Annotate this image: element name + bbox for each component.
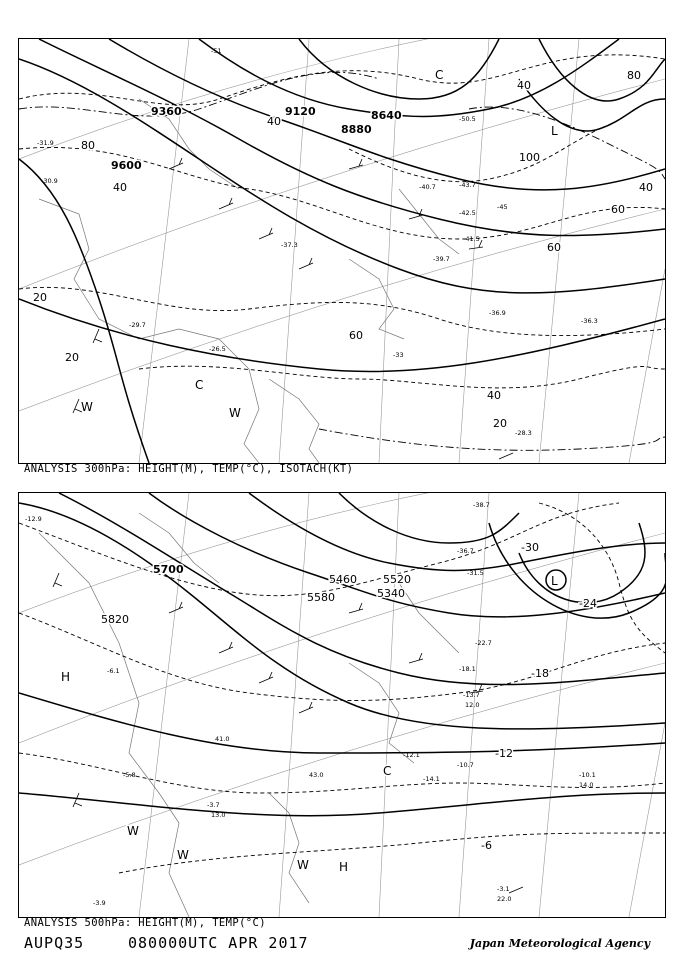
agency-name: Japan Meteorological Agency: [469, 937, 650, 950]
temp-label: -24: [579, 597, 597, 610]
product-code: AUPQ35: [24, 934, 85, 952]
station-value: -30.9: [41, 177, 58, 185]
isotach-label: 60: [547, 241, 561, 254]
height-label: 8880: [341, 123, 372, 136]
isotach-label: 80: [81, 139, 95, 152]
isotach-label: 80: [627, 69, 641, 82]
station-value: -28.3: [515, 429, 532, 437]
station-value: -3.7: [207, 801, 220, 809]
warm-center-symbol: W: [177, 848, 189, 862]
warm-center-symbol: W: [127, 824, 139, 838]
station-value: -12.1: [403, 751, 420, 759]
high-center-symbol: H: [61, 670, 71, 684]
station-value: -31.5: [467, 569, 484, 577]
isotach-label: 20: [33, 291, 47, 304]
station-value: -43.7: [459, 181, 476, 189]
isotach-label: 60: [611, 203, 625, 216]
valid-time: 080000UTC APR 2017: [128, 934, 309, 952]
station-plots: [37, 47, 598, 437]
warm-center-symbol: W: [81, 400, 93, 414]
station-value: -31.9: [37, 139, 54, 147]
cold-center-symbol: C: [195, 378, 204, 392]
height-label: 9360: [151, 105, 182, 118]
temp-label: -18: [531, 667, 549, 680]
station-value: 43.0: [309, 771, 324, 779]
height-label: 5460: [329, 573, 357, 586]
lat-lon-grid: [19, 39, 665, 463]
station-value: -37.3: [281, 241, 298, 249]
temp-label: -30: [521, 541, 539, 554]
station-value: -22.7: [475, 639, 492, 647]
height-label: 8640: [371, 109, 402, 122]
station-value: -33: [393, 351, 404, 359]
height-label: 9600: [111, 159, 142, 172]
station-value: -14.1: [423, 775, 440, 783]
station-value: -38.7: [473, 501, 490, 509]
station-value: -18.1: [459, 665, 476, 673]
chart-500hpa: [18, 492, 666, 918]
station-value: -6.1: [107, 667, 120, 675]
station-value: 13.0: [211, 811, 226, 819]
station-value: -36.9: [489, 309, 506, 317]
lat-lon-grid: [19, 493, 665, 917]
station-value: -45: [497, 203, 508, 211]
station-value: -41.5: [463, 235, 480, 243]
station-value: -42.5: [459, 209, 476, 217]
chart-500hpa-caption: ANALYSIS 500hPa: HEIGHT(M), TEMP(°C): [24, 917, 266, 929]
station-value: -3.9: [93, 899, 106, 907]
low-center-symbol: L: [551, 124, 558, 138]
height-contours: [19, 493, 665, 816]
station-value: -36.7: [457, 547, 474, 555]
chart-500hpa-map: [19, 493, 665, 917]
temp-label: -12: [495, 747, 513, 760]
isotach-label: 20: [65, 351, 79, 364]
isotach-label: 40: [487, 389, 501, 402]
temp-label: -6: [481, 839, 492, 852]
station-value: -40.7: [419, 183, 436, 191]
station-value: 14.0: [579, 781, 594, 789]
height-label: 5520: [383, 573, 411, 586]
isotach-label: 40: [267, 115, 281, 128]
coastlines: [39, 99, 459, 463]
low-center-symbol: L: [551, 574, 558, 588]
wind-barbs: [73, 158, 513, 459]
station-value: -51: [211, 47, 222, 55]
isotach-label: 40: [639, 181, 653, 194]
station-value: 41.0: [215, 735, 230, 743]
isotach-label: 100: [519, 151, 540, 164]
station-value: 12.0: [465, 701, 480, 709]
high-center-symbol: H: [339, 860, 349, 874]
warm-center-symbol: W: [297, 858, 309, 872]
height-label: 5340: [377, 587, 405, 600]
station-value: -12.9: [25, 515, 42, 523]
isotach-label: 20: [493, 417, 507, 430]
station-value: -50.5: [459, 115, 476, 123]
chart-300hpa-caption: ANALYSIS 300hPa: HEIGHT(M), TEMP(°C), ISOTACH(KT): [24, 463, 354, 475]
station-value: -10.7: [457, 761, 474, 769]
station-value: -29.7: [129, 321, 146, 329]
isotach-label: 40: [113, 181, 127, 194]
height-label: 9120: [285, 105, 316, 118]
station-value: -36.3: [581, 317, 598, 325]
cold-center-symbol: C: [435, 68, 444, 82]
station-value: -5.8: [123, 771, 136, 779]
height-label: 5700: [153, 563, 184, 576]
isotach-label: 60: [349, 329, 363, 342]
isotach-label: 40: [517, 79, 531, 92]
height-label: 5580: [307, 591, 335, 604]
station-plots: [25, 501, 596, 907]
height-label: 5820: [101, 613, 129, 626]
station-value: -26.5: [209, 345, 226, 353]
chart-300hpa-map: [19, 39, 665, 463]
height-contours: [19, 39, 665, 463]
station-value: -39.7: [433, 255, 450, 263]
warm-center-symbol: W: [229, 406, 241, 420]
chart-300hpa: [18, 38, 666, 464]
station-value: -3.1: [497, 885, 510, 893]
station-value: -10.1: [579, 771, 596, 779]
station-value: -13.7: [463, 691, 480, 699]
station-value: 22.0: [497, 895, 512, 903]
cold-center-symbol: C: [383, 764, 392, 778]
